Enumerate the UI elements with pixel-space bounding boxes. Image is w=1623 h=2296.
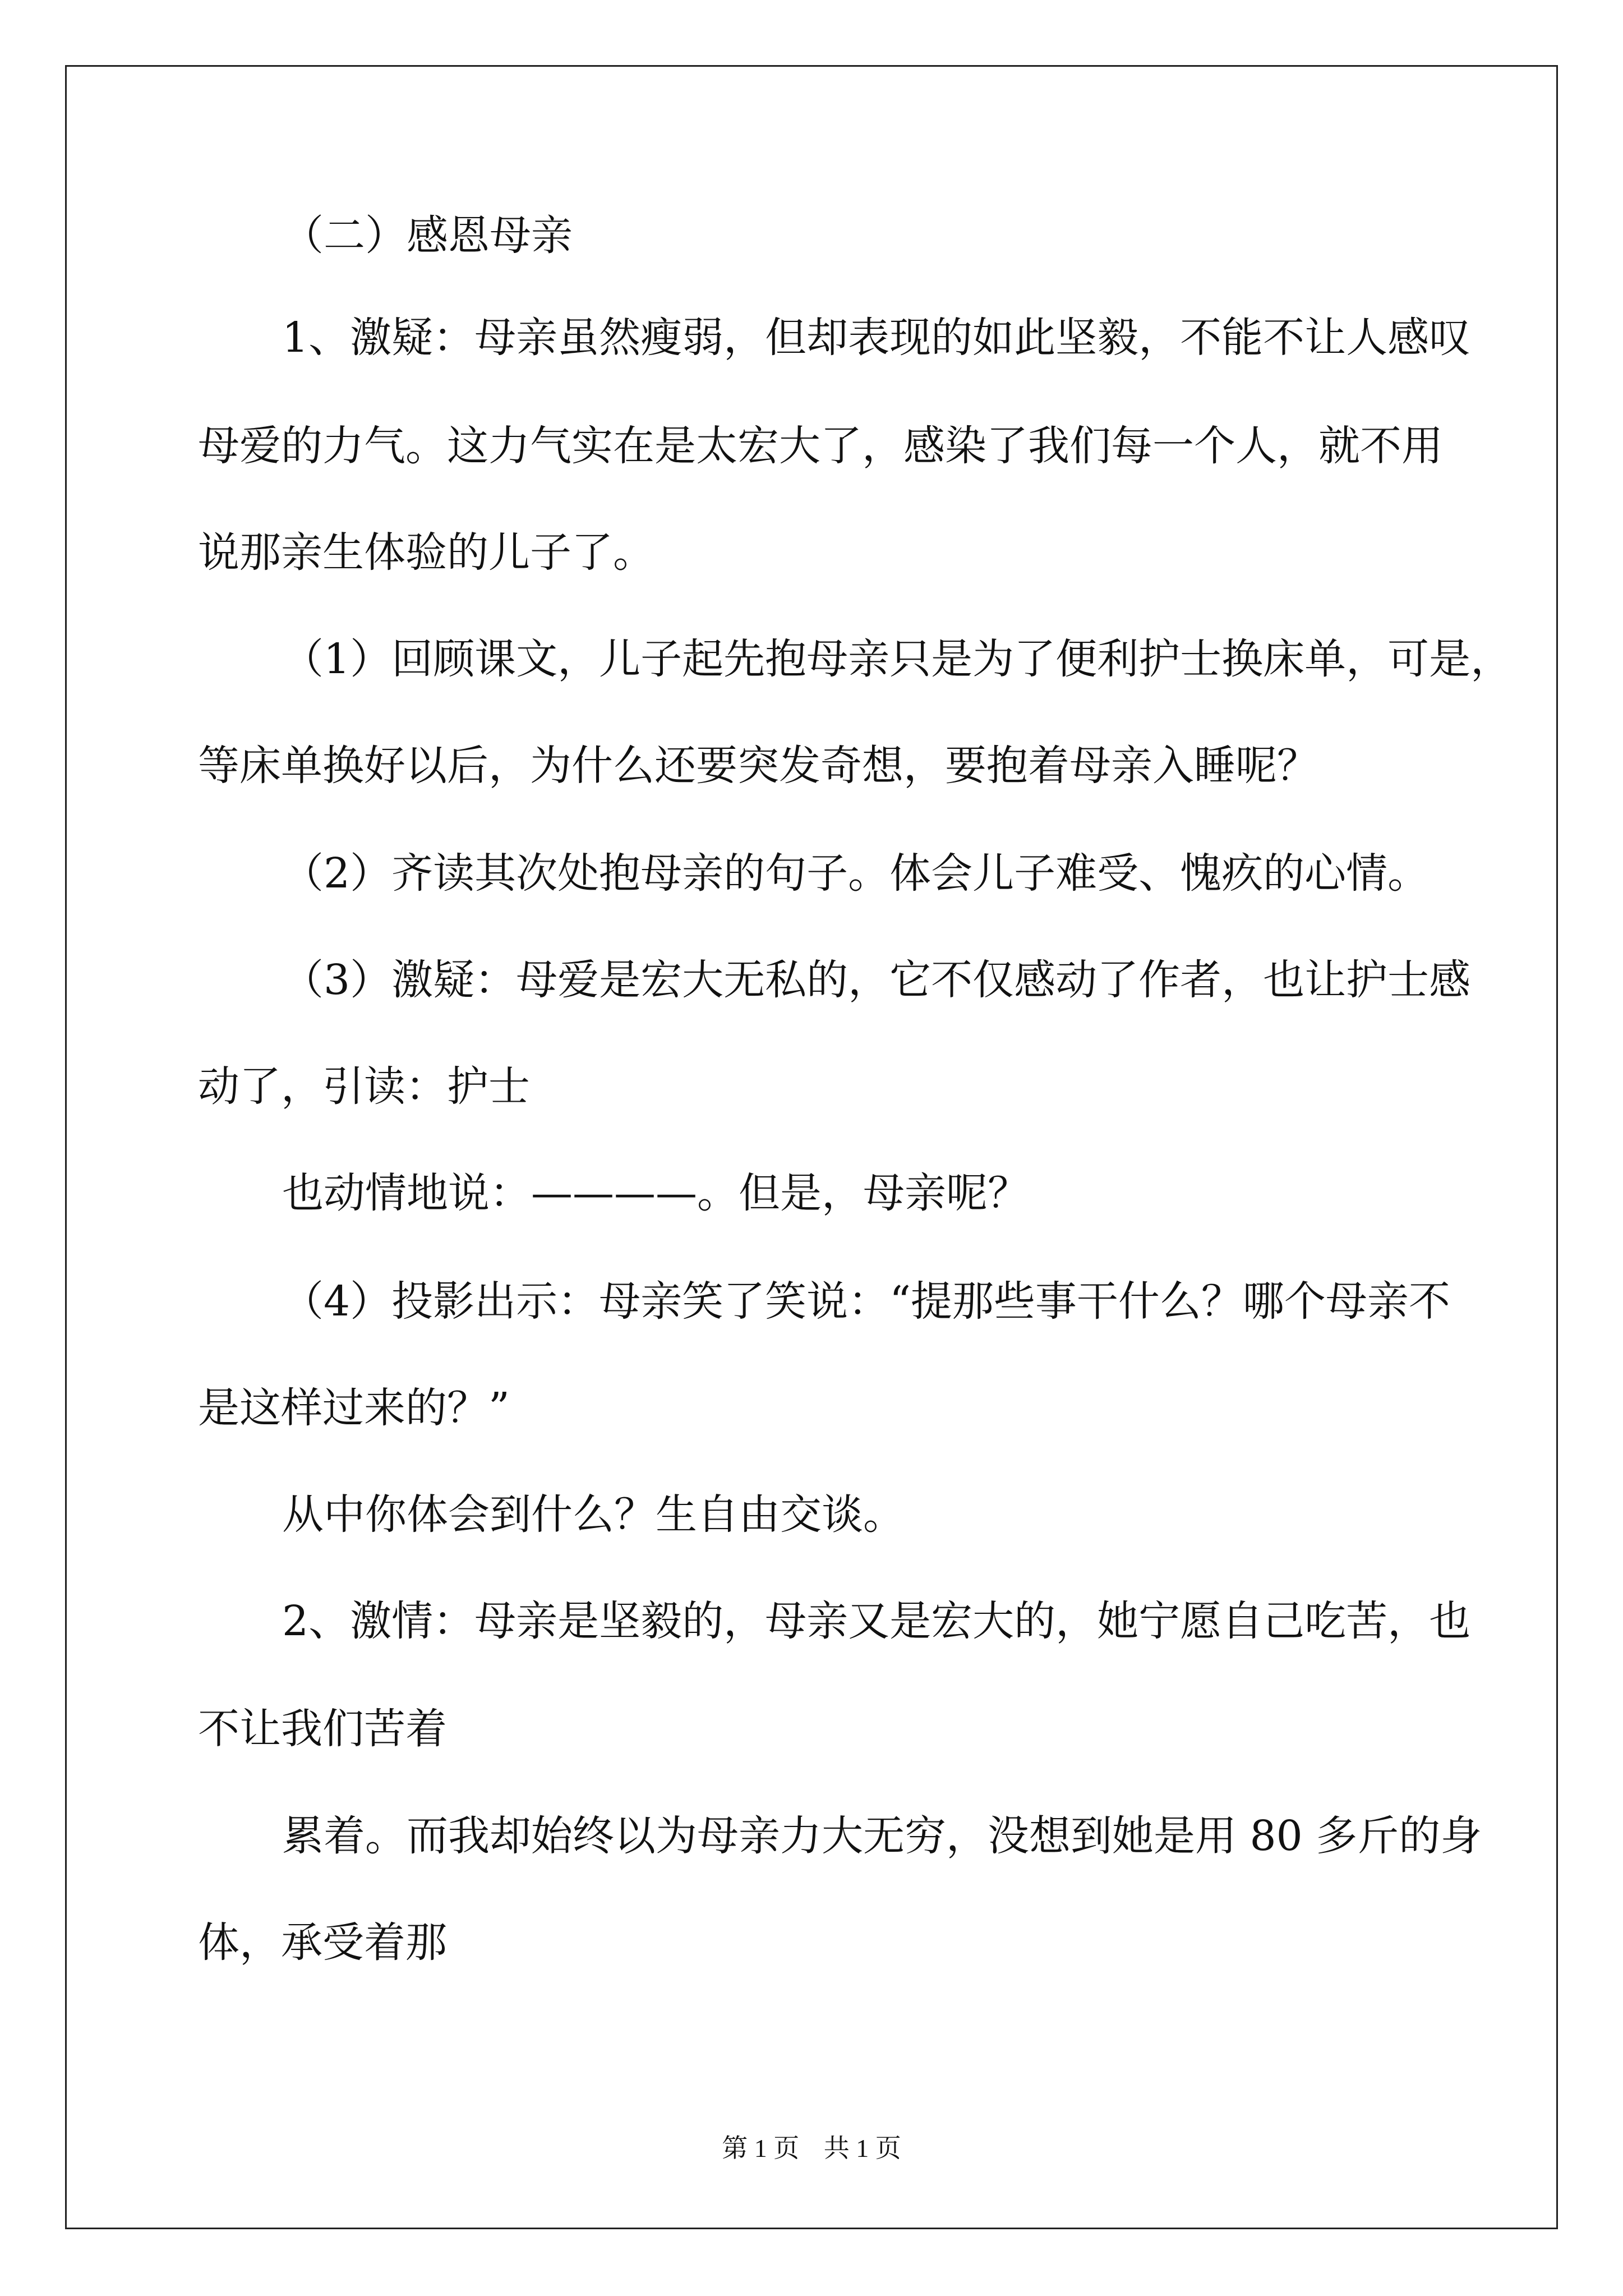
paragraph-line: （1）回顾课文，儿子起先抱母亲只是为了便利护士换床单，可是， <box>282 635 1513 683</box>
paragraph-line: （3）激疑：母爱是宏大无私的，它不仅感动了作者，也让护士感 <box>282 956 1471 1004</box>
paragraph-line: 等床单换好以后，为什么还要突发奇想，要抱着母亲入睡呢？ <box>198 742 1318 790</box>
paragraph-line: （4）投影出示：母亲笑了笑说：“提那些事干什么？哪个母亲不 <box>282 1277 1450 1326</box>
paragraph-line: 不让我们苦着 <box>198 1705 447 1753</box>
paragraph-line: 体，承受着那 <box>198 1918 447 1967</box>
paragraph-line: 动了，引读：护士 <box>198 1062 530 1111</box>
paragraph-line: 是这样过来的？” <box>198 1384 510 1432</box>
paragraph-line: 说那亲生体验的儿子了。 <box>198 528 654 577</box>
page-number: 第 1 页 <box>722 2134 800 2162</box>
page-border <box>65 65 1558 2229</box>
paragraph-line: 母爱的力气。这力气实在是太宏大了，感染了我们每一个人，就不用 <box>198 422 1443 470</box>
paragraph-line: 从中你体会到什么？生自由交谈。 <box>282 1490 905 1539</box>
section-heading: （二）感恩母亲 <box>282 211 573 260</box>
paragraph-line: 累着。而我却始终以为母亲力大无穷，没想到她是用 80 多斤的身 <box>282 1812 1482 1860</box>
paragraph-line: （2）齐读其次处抱母亲的句子。体会儿子难受、愧疚的心情。 <box>282 849 1430 898</box>
paragraph-line: 1、激疑：母亲虽然瘦弱，但却表现的如此坚毅，不能不让人感叹 <box>282 314 1471 362</box>
page-total: 共 1 页 <box>823 2134 901 2162</box>
paragraph-line: 也动情地说：————。但是，母亲呢？ <box>282 1169 1029 1217</box>
paragraph-line: 2、激情：母亲是坚毅的，母亲又是宏大的，她宁愿自己吃苦，也 <box>282 1597 1471 1645</box>
page-footer <box>0 2132 1623 2165</box>
